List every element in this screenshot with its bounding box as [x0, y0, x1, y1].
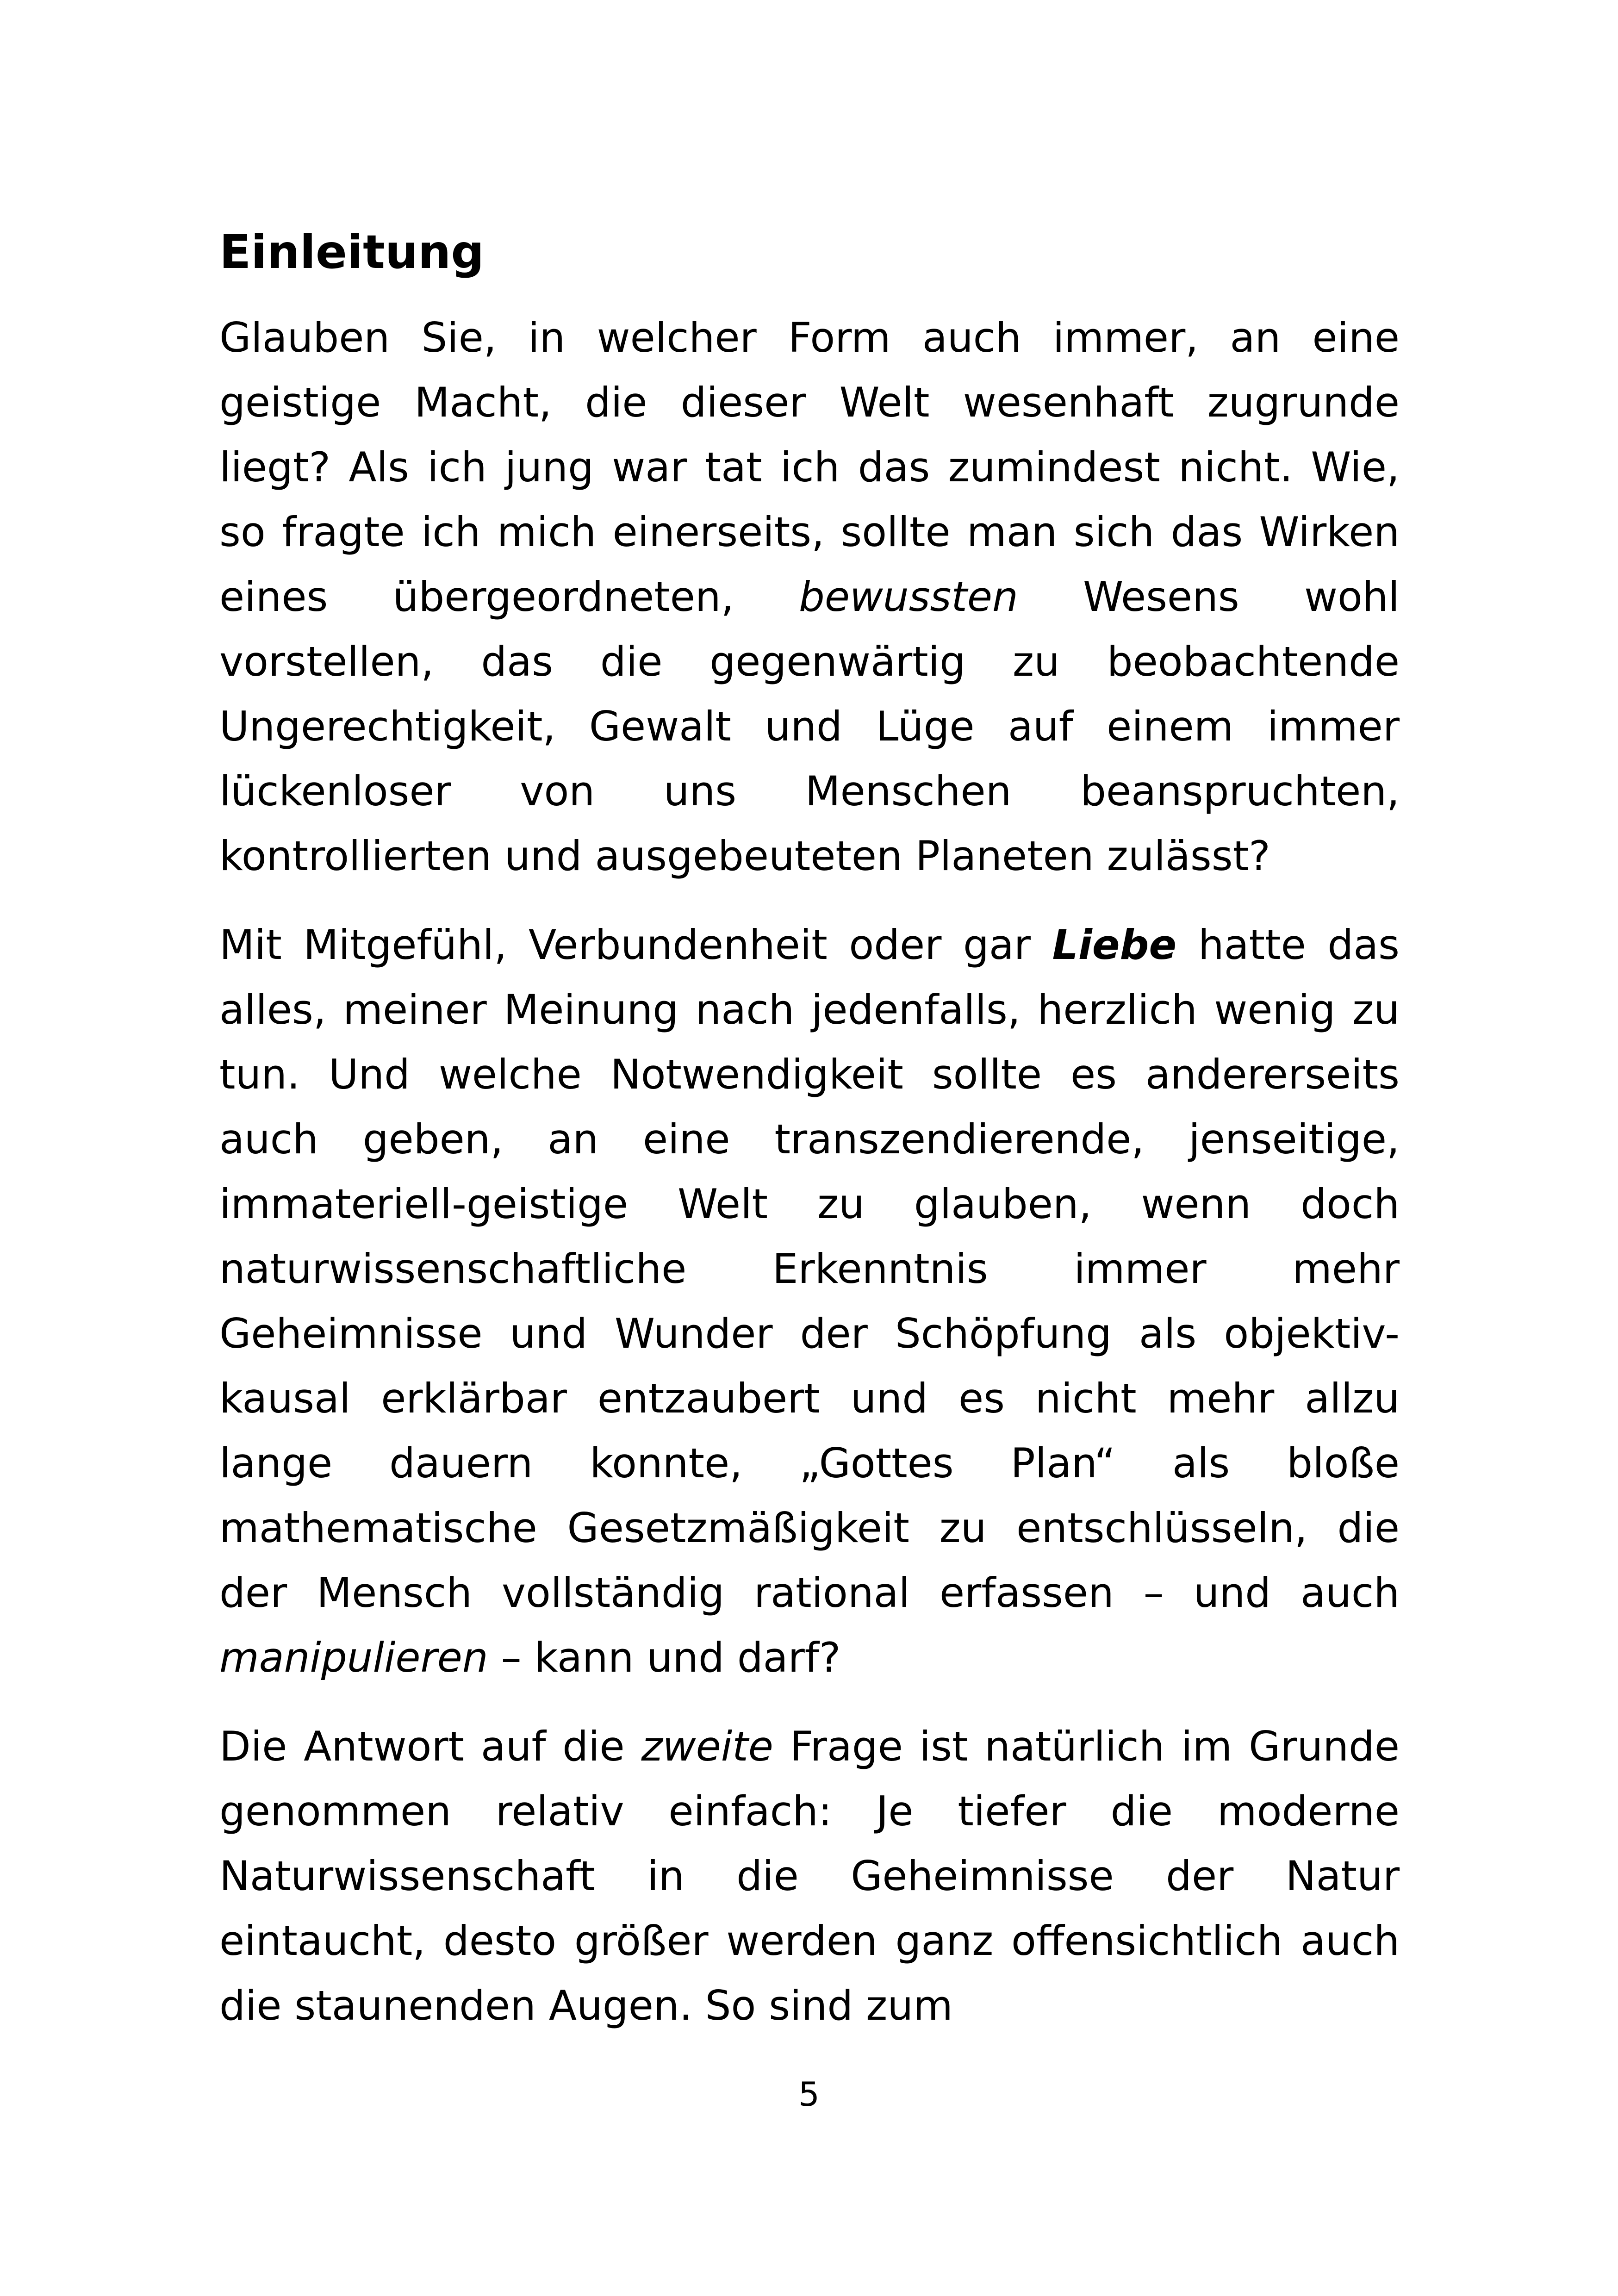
- paragraph-2-text-2: hatte das alles, meiner Meinung nach jedenfalls, herzlich wenig zu tun. Und welche Notwendigkeit sollte es andererseits auch geben, an eine transzendierende, jenseitige, immateriell-geistige Welt zu glauben, wenn doch naturwissenschaftliche Erkenntnis immer mehr Geheimnisse und Wunder der Schöpfung als objektiv-kausal erklärbar entzaubert und es nicht mehr allzu lange dauern konnte, „Gottes Plan“ als bloße mathematische Gesetzmäßigkeit zu entschlüsseln, die der Mensch vollständig rational erfassen – und auch: [219, 921, 1400, 1617]
- emphasis-zweite: zweite: [641, 1723, 773, 1770]
- page-number: 5: [798, 2075, 820, 2114]
- paragraph-2-text-3: – kann und darf?: [488, 1634, 841, 1681]
- paragraph-2: [219, 913, 1400, 1690]
- emphasis-liebe: Liebe: [1052, 921, 1177, 969]
- paragraph-3: [219, 1714, 1400, 2038]
- emphasis-manipulieren: manipulieren: [219, 1634, 488, 1681]
- emphasis-bewussten: bewussten: [798, 573, 1018, 621]
- paragraph-3-text-1: Die Antwort auf die: [219, 1723, 641, 1770]
- paragraph-2-text-1: Mit Mitgefühl, Verbundenheit oder gar: [219, 921, 1052, 969]
- paragraph-1-text-1: Glauben Sie, in welcher Form auch immer, an eine geistige Macht, die dieser Welt wesenhaft zugrunde liegt? Als ich jung war tat ich das zumindest nicht. Wie, so fragte ich mich einerseits, sollte man sich das Wirken eines übergeordneten,: [219, 314, 1400, 621]
- paragraph-3-text-2: Frage ist natürlich im Grunde genommen relativ einfach: Je tiefer die moderne Naturwissenschaft in die Geheimnisse der Natur eintaucht, desto größer werden ganz offensichtlich auch die staunenden Augen. So sind zum: [219, 1723, 1400, 2029]
- paragraph-1-text-2: Wesens wohl vorstellen, das die gegenwärtig zu beobachtende Ungerechtigkeit, Gewalt und Lüge auf einem immer lückenloser von uns Menschen beanspruchten, kontrollierten und ausgebeuteten Planeten zulässt?: [219, 573, 1400, 880]
- chapter-heading: Einleitung: [219, 225, 484, 279]
- page-body: [219, 218, 1400, 2062]
- paragraph-1: [219, 305, 1400, 889]
